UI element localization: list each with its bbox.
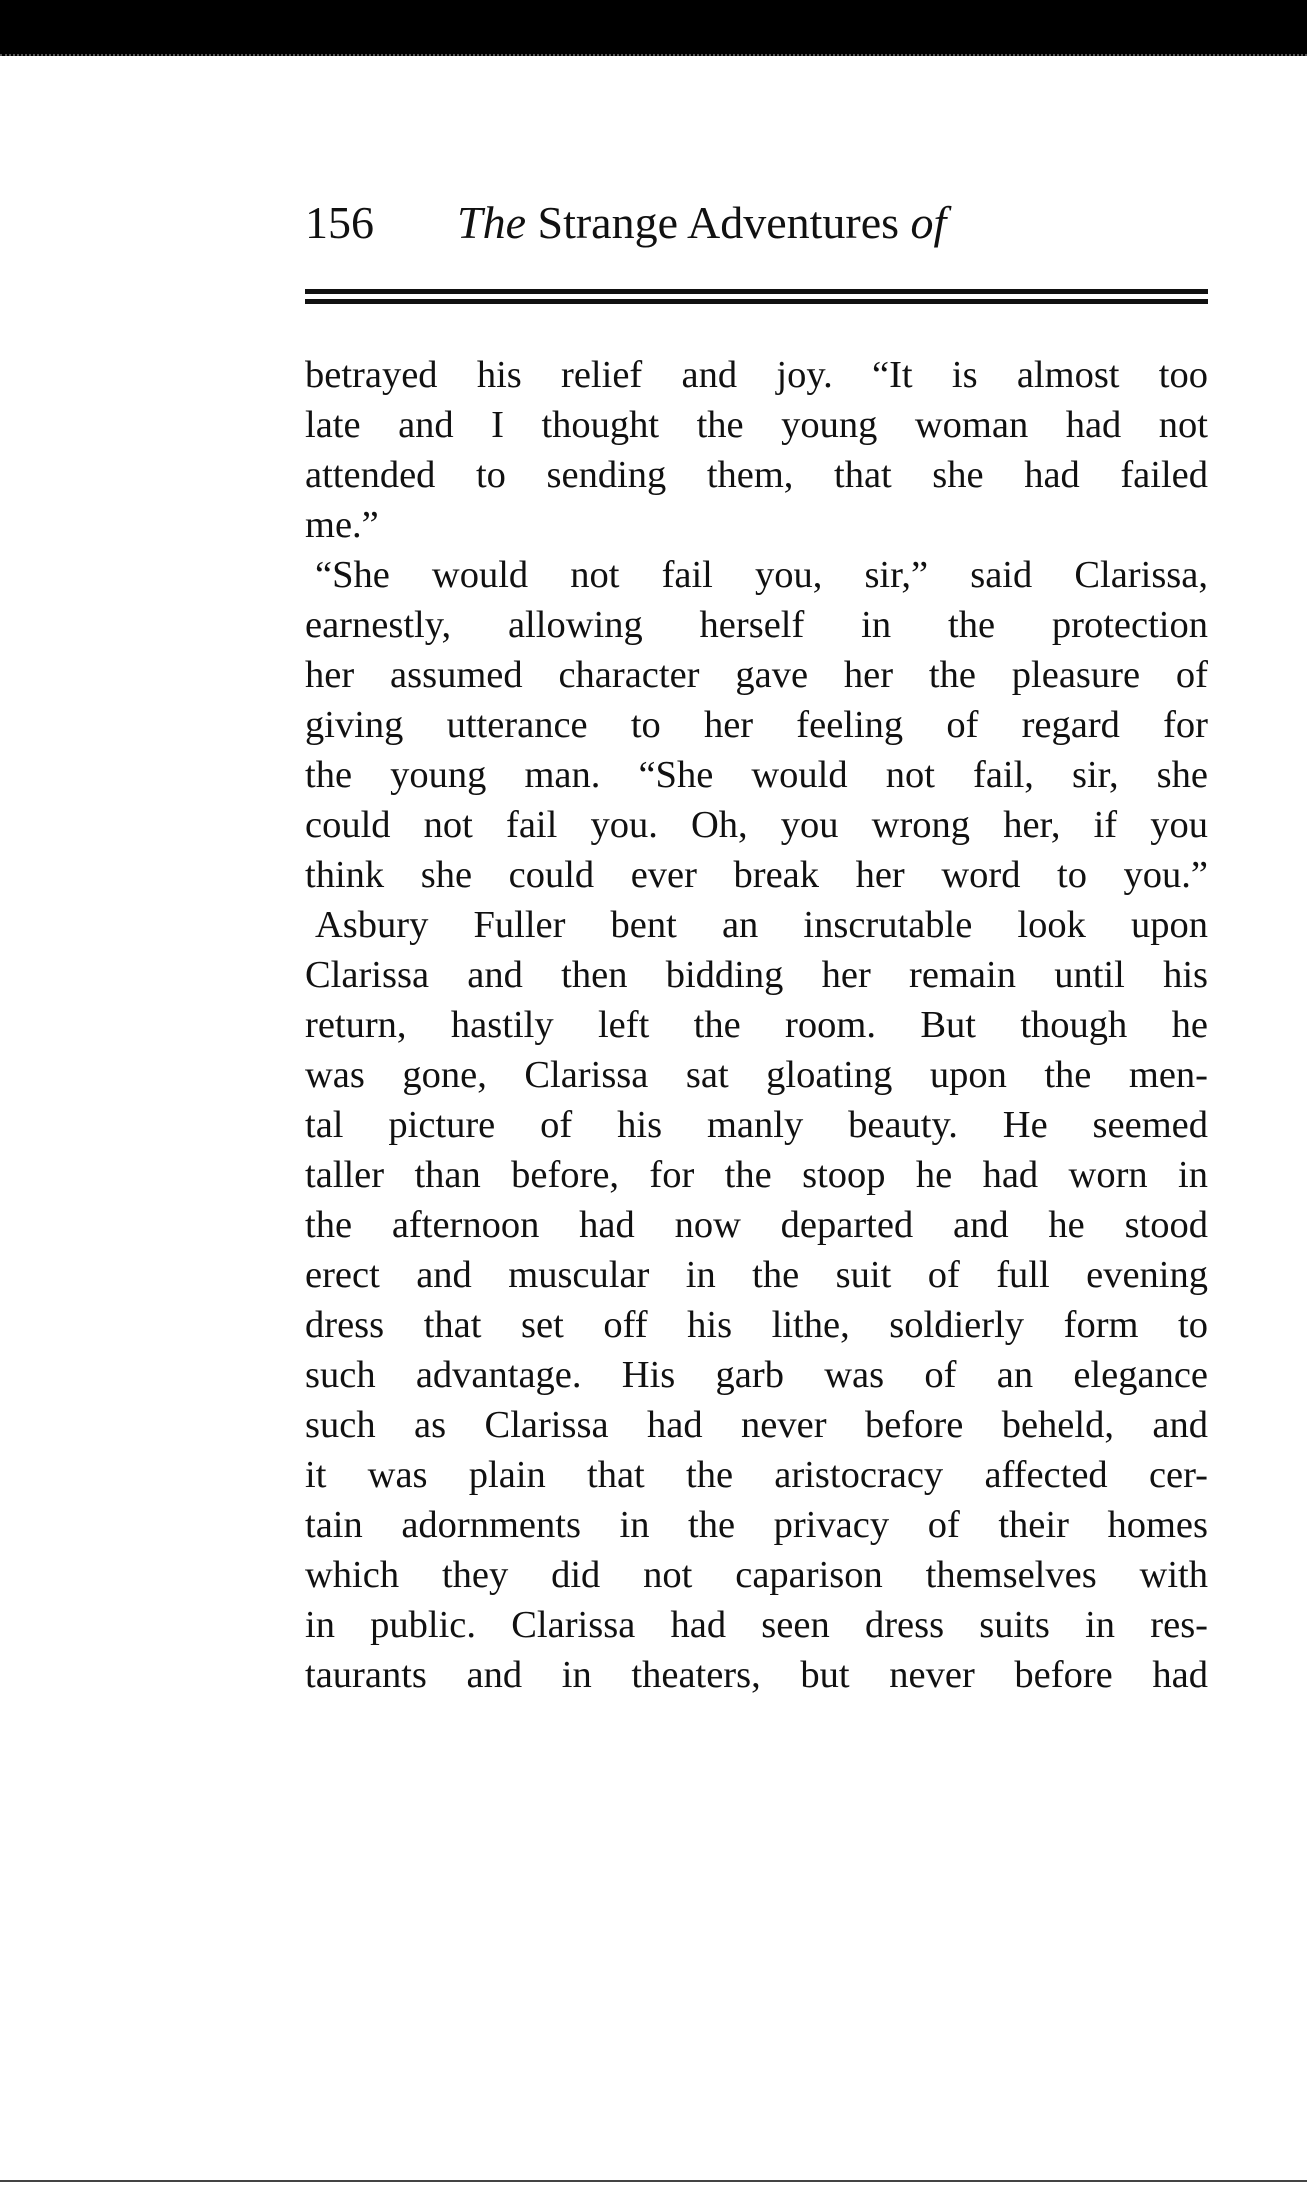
header-rule-top bbox=[305, 289, 1208, 294]
text-line: which they did not caparison themselves with bbox=[305, 1554, 1208, 1596]
body-text bbox=[305, 350, 1208, 1700]
text-line: it was plain that the aristocracy affected cer- bbox=[305, 1454, 1208, 1496]
text-line: me.” bbox=[305, 504, 379, 546]
text-line: her assumed character gave her the pleasure of bbox=[305, 654, 1208, 696]
text-line: such advantage. His garb was of an elegance bbox=[305, 1354, 1208, 1396]
page-number: 156 bbox=[305, 197, 374, 248]
text-line: in public. Clarissa had seen dress suits in res- bbox=[305, 1604, 1208, 1646]
text-line: taller than before, for the stoop he had worn in bbox=[305, 1154, 1208, 1196]
running-head-title: Strange Adventures bbox=[526, 197, 911, 248]
text-line: the afternoon had now departed and he stood bbox=[305, 1204, 1208, 1246]
text-line: tain adornments in the privacy of their homes bbox=[305, 1504, 1208, 1546]
running-head bbox=[457, 196, 946, 249]
text-line: attended to sending them, that she had failed bbox=[305, 454, 1208, 496]
text-line: betrayed his relief and joy. “It is almost too bbox=[305, 354, 1208, 396]
running-head-of: of bbox=[910, 197, 947, 248]
text-line: Asbury Fuller bent an inscrutable look upon bbox=[315, 904, 1208, 946]
text-line: “She would not fail you, sir,” said Clarissa, bbox=[315, 554, 1208, 596]
page-header bbox=[305, 196, 1208, 256]
header-rule-bottom bbox=[305, 299, 1208, 304]
text-line: was gone, Clarissa sat gloating upon the men- bbox=[305, 1054, 1208, 1096]
text-line: taurants and in theaters, but never before had bbox=[305, 1654, 1208, 1696]
running-head-the: The bbox=[457, 197, 526, 248]
text-line: dress that set off his lithe, soldierly form to bbox=[305, 1304, 1208, 1346]
text-line: could not fail you. Oh, you wrong her, if you bbox=[305, 804, 1208, 846]
text-line: tal picture of his manly beauty. He seemed bbox=[305, 1104, 1208, 1146]
text-line: Clarissa and then bidding her remain until his bbox=[305, 954, 1208, 996]
text-line: think she could ever break her word to you.” bbox=[305, 854, 1208, 896]
text-line: such as Clarissa had never before beheld, and bbox=[305, 1404, 1208, 1446]
text-line: erect and muscular in the suit of full evening bbox=[305, 1254, 1208, 1296]
text-line: the young man. “She would not fail, sir, she bbox=[305, 754, 1208, 796]
text-line: return, hastily left the room. But though he bbox=[305, 1004, 1208, 1046]
text-line: giving utterance to her feeling of regard for bbox=[305, 704, 1208, 746]
text-line: late and I thought the young woman had not bbox=[305, 404, 1208, 446]
text-line: earnestly, allowing herself in the protection bbox=[305, 604, 1208, 646]
scan-border-bottom bbox=[0, 2180, 1307, 2182]
scan-border-top bbox=[0, 0, 1307, 56]
